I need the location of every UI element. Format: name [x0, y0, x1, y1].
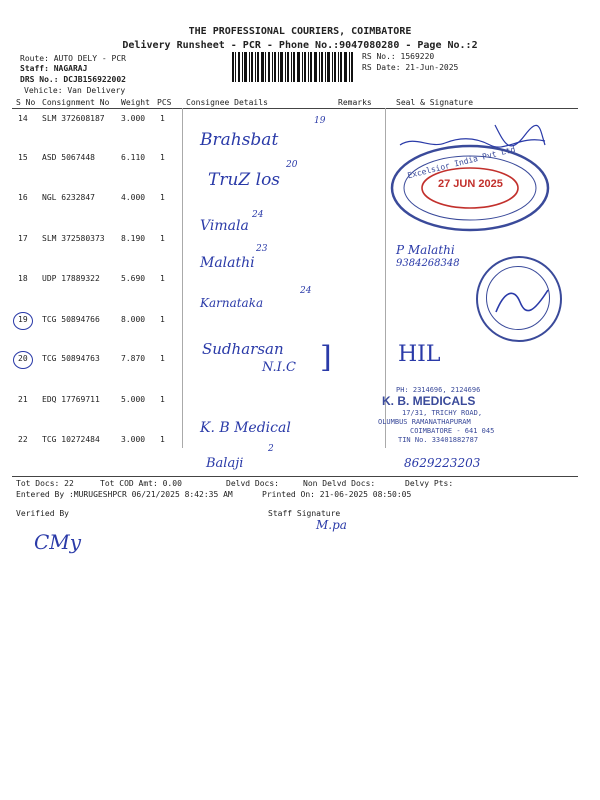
staff-label: Staff: NAGARAJ — [20, 64, 88, 73]
row-pcs: 1 — [160, 153, 165, 162]
consignee-handwriting: Brahsbat — [200, 130, 279, 150]
handwritten-balaji: Balaji — [206, 456, 244, 471]
row-weight: 4.000 — [121, 193, 146, 202]
row-pcs: 1 — [160, 114, 165, 123]
vehicle-label: Vehicle: Van Delivery — [24, 86, 126, 95]
consignee-handwriting: Malathi — [200, 255, 255, 271]
handwritten-bracket: ] — [320, 340, 332, 375]
row-consignment: TCG 50894763 — [42, 354, 100, 363]
consignee-handwriting: Sudharsan — [202, 340, 284, 358]
signature-phone: 9384268348 — [396, 258, 460, 269]
verified-by-label: Verified By — [16, 509, 69, 518]
row-pcs: 1 — [160, 395, 165, 404]
stamp-date: 27 JUN 2025 — [438, 178, 503, 190]
row-weight: 5.000 — [121, 395, 146, 404]
row-sno: 19 — [18, 315, 28, 324]
col-consignee: Consignee Details — [186, 98, 268, 107]
runsheet-title: Delivery Runsheet - PCR - Phone No.:9047080280 - Page No.:2 — [122, 40, 478, 51]
row-consignment: TCG 50894766 — [42, 315, 100, 324]
row-pcs: 1 — [160, 234, 165, 243]
row-sno: 14 — [18, 114, 28, 123]
handwritten-number: 2 — [268, 444, 274, 454]
row-consignment: EDQ 17769711 — [42, 395, 100, 404]
row-consignment: NGL 6232847 — [42, 193, 95, 202]
delivery-points: Delvy Pts: — [405, 479, 454, 488]
entered-by: Entered By :MURUGESHPCR 06/21/2025 8:42:35 AM — [16, 490, 233, 499]
handwritten-number: 24 — [300, 286, 312, 296]
header-divider — [12, 108, 578, 109]
route-label: Route: AUTO DELY - PCR — [20, 54, 126, 63]
verified-signature: CMy — [34, 530, 82, 554]
delivered-docs: Delvd Docs: — [226, 479, 279, 488]
stamp-org-text: Excelsior India Pvt Ltd — [406, 144, 517, 181]
total-cod-amount: Tot COD Amt: 0.00 — [100, 479, 182, 488]
row-consignment: SLM 372580373 — [42, 234, 105, 243]
staff-signature: M.pa — [316, 518, 347, 532]
handwritten-number: 24 — [252, 210, 264, 220]
signature-malathi: P Malathi — [396, 243, 455, 257]
signature-scribble — [494, 282, 550, 318]
rs-number: RS No.: 1569220 — [362, 52, 435, 61]
kb-stamp-name: K. B. MEDICALS — [382, 394, 476, 408]
row-pcs: 1 — [160, 274, 165, 283]
signature-hil: HIL — [398, 342, 441, 367]
row-sno: 20 — [18, 354, 28, 363]
handwritten-number: 23 — [256, 244, 268, 254]
row-pcs: 1 — [160, 193, 165, 202]
row-weight: 6.110 — [121, 153, 146, 162]
non-delivered-docs: Non Delvd Docs: — [303, 479, 376, 488]
col-sno: S No — [16, 98, 36, 107]
row-pcs: 1 — [160, 354, 165, 363]
row-sno: 16 — [18, 193, 28, 202]
kb-stamp-tin: TIN No. 33401882787 — [398, 436, 479, 444]
row-weight: 8.000 — [121, 315, 146, 324]
column-rule — [182, 108, 183, 448]
row-consignment: ASD 5067448 — [42, 153, 95, 162]
row-sno: 18 — [18, 274, 28, 283]
row-sno: 15 — [18, 153, 28, 162]
col-weight: Weight — [121, 98, 150, 107]
kb-stamp-phone: PH: 2314696, 2124696 — [396, 386, 481, 394]
barcode — [232, 52, 354, 82]
footer-divider — [12, 476, 578, 477]
drs-number: DRS No.: DCJB156922002 — [20, 75, 126, 84]
row-weight: 8.190 — [121, 234, 146, 243]
kb-stamp-address-1: 17/31, TRICHY ROAD, — [402, 409, 483, 417]
company-name: THE PROFESSIONAL COURIERS, COIMBATORE — [188, 26, 412, 37]
signature-phone-2: 8629223203 — [404, 456, 481, 470]
row-sno: 17 — [18, 234, 28, 243]
row-weight: 3.000 — [121, 435, 146, 444]
row-sno: 21 — [18, 395, 28, 404]
printed-on: Printed On: 21-06-2025 08:50:05 — [262, 490, 412, 499]
row-weight: 3.000 — [121, 114, 146, 123]
rs-date: RS Date: 21-Jun-2025 — [362, 63, 459, 72]
row-weight: 7.870 — [121, 354, 146, 363]
consignee-handwriting: K. B Medical — [200, 420, 291, 436]
col-consignment: Consignment No — [42, 98, 110, 107]
total-docs: Tot Docs: 22 — [16, 479, 74, 488]
row-consignment: TCG 10272484 — [42, 435, 100, 444]
consignee-handwriting: TruZ los — [208, 170, 281, 190]
row-consignment: SLM 372608187 — [42, 114, 105, 123]
consignee-handwriting: Karnataka — [200, 296, 264, 310]
col-seal-signature: Seal & Signature — [396, 98, 474, 107]
row-consignment: UDP 17889322 — [42, 274, 100, 283]
staff-signature-label: Staff Signature — [268, 509, 341, 518]
kb-stamp-address-2: OLUMBUS RAMANATHAPURAM — [378, 418, 471, 426]
handwritten-number: 20 — [286, 160, 298, 170]
consignee-handwriting: Vimala — [200, 218, 249, 234]
col-remarks: Remarks — [338, 98, 372, 107]
row-sno: 22 — [18, 435, 28, 444]
row-weight: 5.690 — [121, 274, 146, 283]
kb-stamp-address-3: COIMBATORE - 641 045 — [410, 427, 495, 435]
handwritten-number: 19 — [314, 116, 326, 126]
col-pcs: PCS — [157, 98, 172, 107]
row-pcs: 1 — [160, 435, 165, 444]
row-pcs: 1 — [160, 315, 165, 324]
consignee-handwriting: N.I.C — [262, 360, 296, 375]
